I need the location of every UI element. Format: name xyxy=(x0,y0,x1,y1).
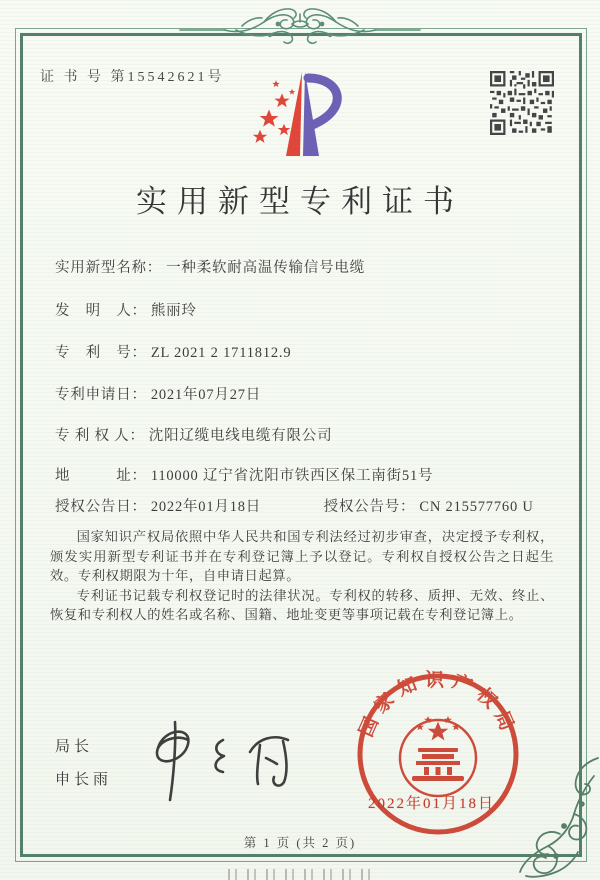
officials-block xyxy=(55,735,112,801)
certificate-number: 证 书 号 第15542621号 xyxy=(40,70,225,85)
seal-national-emblem xyxy=(400,716,476,796)
top-flourish-ornament xyxy=(178,0,422,48)
field-row-patent-number xyxy=(55,341,560,362)
field-row-grant xyxy=(55,495,560,516)
body-paragraph-1: 国家知识产权局依照中华人民共和国专利法经过初步审查，决定授予专利权，颁发实用新型专利证书并在专利登记簿上予以登记。专利权自授权公告之日起生效。专利权期限为十年，自申请日起算。 xyxy=(50,529,554,584)
seal-arc-text: 国家知识产权局 xyxy=(356,670,520,741)
field-row-inventor xyxy=(55,299,560,320)
field-label: 专 利 号： xyxy=(55,345,147,361)
field-value: 2022年01月18日 xyxy=(150,499,262,515)
field-value: 沈阳辽缆电线电缆有限公司 xyxy=(148,428,333,444)
cnipa-logo xyxy=(248,62,358,164)
field-row-filing-date xyxy=(55,383,560,404)
logo-stars xyxy=(253,80,295,143)
field-row-name xyxy=(55,256,560,277)
field-value: 2021年07月27日 xyxy=(150,387,262,403)
certificate-title: 实用新型专利证书 xyxy=(136,184,464,219)
field-row-patentee xyxy=(55,424,560,445)
field-label: 授权公告日： xyxy=(55,499,147,515)
field-value: 一种柔软耐高温传输信号电缆 xyxy=(166,260,366,276)
body-paragraph-2: 专利证书记载专利权登记时的法律状况。专利权的转移、质押、无效、终止、恢复和专利权人的姓名或名称、国籍、地址变更等事项记载在专利登记簿上。 xyxy=(50,587,554,623)
field-value: ZL 2021 2 1711812.9 xyxy=(150,345,292,361)
page-number: 第 1 页 (共 2 页) xyxy=(243,836,357,850)
field-label: 授权公告号： xyxy=(323,499,416,515)
logo-triangle-purple xyxy=(303,72,319,156)
field-label: 实用新型名称： xyxy=(55,260,163,276)
official-name: 申长雨 xyxy=(55,772,113,788)
official-title: 局长 xyxy=(55,739,94,755)
field-value: 110000 辽宁省沈阳市铁西区保工南街51号 xyxy=(150,468,434,484)
field-label: 地 址： xyxy=(55,468,147,484)
field-row-address xyxy=(55,464,560,485)
corner-flourish-ornament xyxy=(516,756,600,880)
field-value: 熊丽玲 xyxy=(150,303,197,319)
qr-code xyxy=(490,71,554,135)
seal-date: 2022年01月18日 xyxy=(368,796,496,812)
field-label: 发 明 人： xyxy=(55,303,147,319)
certificate-body xyxy=(50,527,554,625)
official-seal xyxy=(352,668,524,840)
field-value: CN 215577760 U xyxy=(419,499,534,515)
cutoff-text-fragment xyxy=(228,869,378,880)
logo-triangle-red xyxy=(286,72,302,156)
director-signature xyxy=(128,712,323,807)
field-label: 专 利 权 人： xyxy=(55,428,145,444)
field-label: 专利申请日： xyxy=(55,387,147,403)
